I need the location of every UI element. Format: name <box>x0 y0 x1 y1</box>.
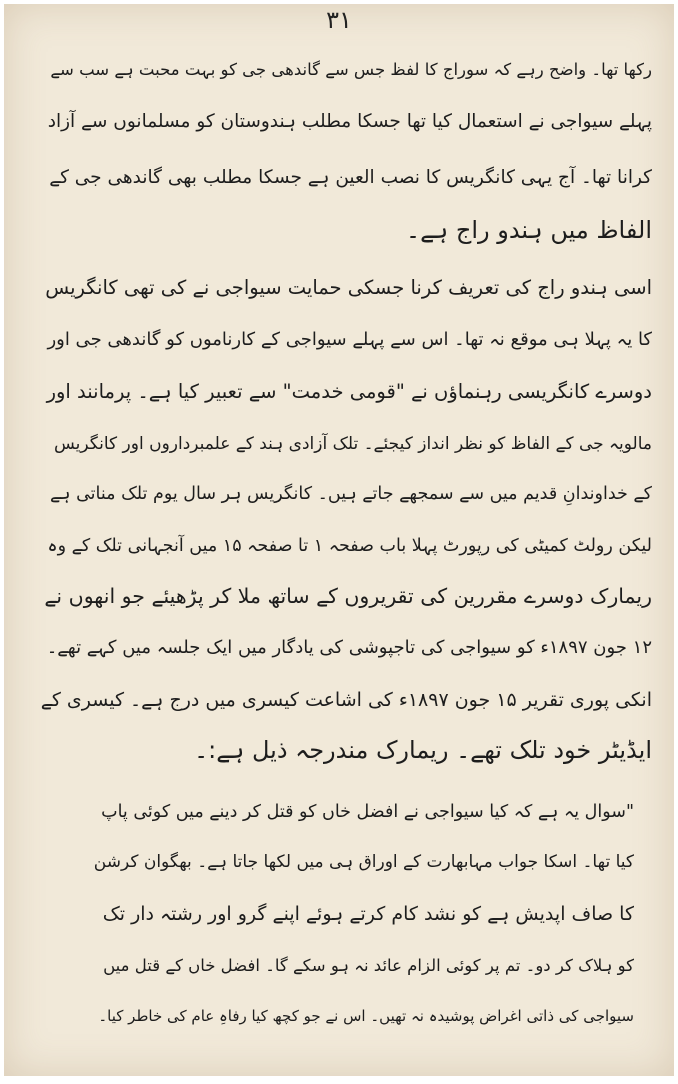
text-line: رکھا تھا۔ واضح رہے کہ سوراج کا لفظ جس سے گاندھی جی کو بہت محبت ہے سب سے <box>50 60 652 79</box>
quote-line: کا صاف اپدیش ہے کو نشد کام کرتے ہوئے اپنے گرو اور رشتہ دار تک <box>102 903 634 925</box>
text-line: کرانا تھا۔ آج یہی کانگریس کا نصب العین ہے جسکا مطلب بھی گاندھی جی کے <box>49 167 652 188</box>
text-line: مالویہ جی کے الفاظ کو نظر انداز کیجئے۔ تلک آزادی ہند کے علمبرداروں اور کانگریس <box>53 434 652 454</box>
quote-line: "سوال یہ ہے کہ کیا سیواجی نے افضل خاں کو قتل کر دینے میں کوئی پاپ <box>101 802 634 822</box>
page-number: ۳۱ <box>326 6 352 34</box>
text-line: اسی ہندو راج کی تعریف کرنا جسکی حمایت سیواجی نے کی تھی کانگریس <box>45 276 652 299</box>
text-line: ریمارک دوسرے مقررین کی تقریروں کے ساتھ ملا کر پڑھیئے جو انھوں نے <box>44 584 652 608</box>
quote-line: کیا تھا۔ اسکا جواب مہابھارت کے اوراق ہی میں لکھا جاتا ہے۔ بھگوان کرشن <box>94 852 634 872</box>
text-line: کے خداوندانِ قدیم میں سے سمجھے جاتے ہیں۔ کانگریس ہر سال یوم تلک مناتی ہے <box>50 484 652 504</box>
text-line: لیکن رولٹ کمیٹی کی رپورٹ پہلا باب صفحہ ۱ تا صفحہ ۱۵ میں آنجہانی تلک کے وہ <box>47 536 652 556</box>
text-line: انکی پوری تقریر ۱۵ جون ۱۸۹۷ء کی اشاعت کیسری میں درج ہے۔ کیسری کے <box>40 689 652 711</box>
quote-line: کو ہلاک کر دو۔ تم پر کوئی الزام عائد نہ ہو سکے گا۔ افضل خاں کے قتل میں <box>103 956 634 975</box>
text-line: پہلے سیواجی نے استعمال کیا تھا جسکا مطلب ہندوستان کو مسلمانوں سے آزاد <box>47 111 652 132</box>
quote-line: سیواجی کی ذاتی اغراض پوشیدہ نہ تھیں۔ اس نے جو کچھ کیا رفاہِ عام کی خاطر کیا۔ <box>98 1007 634 1025</box>
text-line: ۱۲ جون ۱۸۹۷ء کو سیواجی کی تاجپوشی کی یادگار میں ایک جلسہ میں کہے تھے۔ <box>46 637 652 658</box>
text-line: دوسرے کانگریسی رہنماؤں نے "قومی خدمت" سے تعبیر کیا ہے۔ پرمانند اور <box>46 380 652 403</box>
text-line: ایڈیٹر خود تلک تھے۔ ریمارک مندرجہ ذیل ہے:۔ <box>194 736 652 764</box>
text-line: الفاظ میں ہندو راج ہے۔ <box>406 216 652 244</box>
book-page <box>4 4 674 1076</box>
text-line: کا یہ پہلا ہی موقع نہ تھا۔ اس سے پہلے سیواجی کے کارناموں کو گاندھی جی اور <box>47 329 652 350</box>
